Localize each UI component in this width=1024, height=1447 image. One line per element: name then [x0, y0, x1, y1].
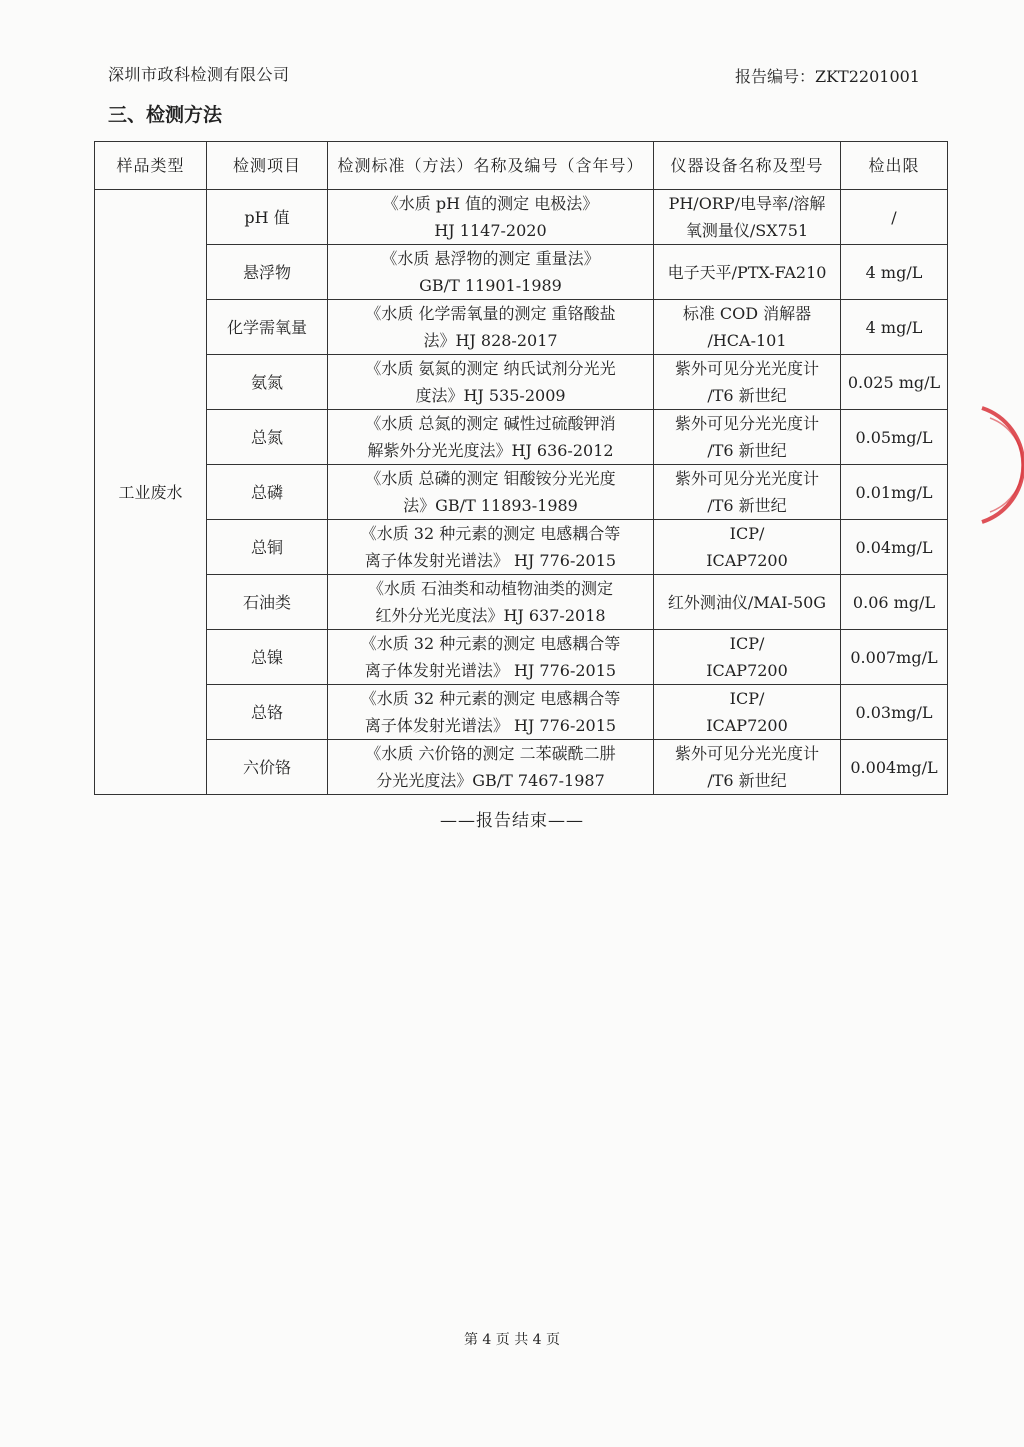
column-header: 检测项目	[207, 142, 328, 190]
standard-cell	[328, 190, 654, 245]
table-row	[95, 630, 948, 685]
detection-limit-cell: 0.06 mg/L	[841, 575, 948, 630]
standard-cell	[328, 520, 654, 575]
instrument-cell	[654, 245, 841, 300]
standard-cell-line: 《水质 32 种元素的测定 电感耦合等	[360, 524, 621, 543]
standard-cell-line: 红外分光光度法》HJ 637-2018	[375, 606, 606, 625]
instrument-cell	[654, 575, 841, 630]
standard-cell-line: 解紫外分光光度法》HJ 636-2012	[367, 441, 614, 460]
instrument-cell-line: /T6 新世纪	[707, 496, 787, 515]
instrument-cell	[654, 630, 841, 685]
standard-cell-line: 《水质 总氮的测定 碱性过硫酸钾消	[365, 414, 616, 433]
instrument-cell-line: 红外测油仪/MAI-50G	[667, 592, 827, 612]
instrument-cell	[654, 410, 841, 465]
test-item-cell: 总磷	[207, 465, 328, 520]
standard-cell	[328, 630, 654, 685]
sample-type-cell: 工业废水	[95, 190, 207, 795]
table-row	[95, 245, 948, 300]
detection-limit-cell: 0.025 mg/L	[841, 355, 948, 410]
instrument-cell-line: ICAP7200	[706, 661, 788, 680]
detection-limit-cell: 0.01mg/L	[841, 465, 948, 520]
column-header: 检测标准（方法）名称及编号（含年号）	[328, 142, 654, 190]
instrument-cell-line: ICP/	[729, 524, 765, 543]
instrument-cell-line: /T6 新世纪	[707, 441, 787, 460]
instrument-cell	[654, 355, 841, 410]
test-item-cell: 总氮	[207, 410, 328, 465]
column-header: 仪器设备名称及型号	[654, 142, 841, 190]
detection-limit-cell: 4 mg/L	[841, 245, 948, 300]
instrument-cell-line: 紫外可见分光光度计	[674, 744, 819, 763]
instrument-cell-line: PH/ORP/电导率/溶解	[668, 194, 826, 213]
instrument-cell	[654, 740, 841, 795]
standard-cell	[328, 575, 654, 630]
instrument-cell	[654, 300, 841, 355]
table-header-row	[95, 142, 948, 190]
standard-cell-line: 《水质 石油类和动植物油类的测定	[367, 579, 614, 598]
test-item-cell: pH 值	[207, 190, 328, 245]
table-row	[95, 520, 948, 575]
standard-cell-line: 离子体发射光谱法》 HJ 776-2015	[364, 661, 617, 680]
standard-cell-line: 离子体发射光谱法》 HJ 776-2015	[364, 551, 617, 570]
test-item-cell: 总铜	[207, 520, 328, 575]
standard-cell-line: 法》GB/T 11893-1989	[403, 496, 578, 515]
detection-limit-cell: 4 mg/L	[841, 300, 948, 355]
test-item-cell: 化学需氧量	[207, 300, 328, 355]
standard-cell	[328, 300, 654, 355]
table-row	[95, 410, 948, 465]
standard-cell	[328, 685, 654, 740]
page-footer: 第 4 页 共 4 页	[463, 1332, 561, 1348]
instrument-cell-line: 氧测量仪/SX751	[685, 221, 809, 240]
standard-cell-line: HJ 1147-2020	[434, 221, 547, 240]
detection-limit-cell: 0.05mg/L	[841, 410, 948, 465]
detection-limit-cell: 0.04mg/L	[841, 520, 948, 575]
methods-table	[94, 141, 948, 795]
test-item-cell: 总镍	[207, 630, 328, 685]
standard-cell-line: 《水质 32 种元素的测定 电感耦合等	[360, 634, 621, 653]
column-header: 样品类型	[95, 142, 207, 190]
instrument-cell-line: /T6 新世纪	[707, 771, 787, 790]
instrument-cell	[654, 520, 841, 575]
test-item-cell: 悬浮物	[207, 245, 328, 300]
detection-limit-cell: /	[841, 190, 948, 245]
instrument-cell-line: ICAP7200	[706, 716, 788, 735]
standard-cell-line: 《水质 悬浮物的测定 重量法》	[381, 249, 600, 268]
standard-cell	[328, 410, 654, 465]
instrument-cell-line: /HCA-101	[707, 331, 787, 350]
standard-cell-line: 《水质 32 种元素的测定 电感耦合等	[360, 689, 621, 708]
table-row	[95, 685, 948, 740]
detection-limit-cell: 0.004mg/L	[841, 740, 948, 795]
detection-limit-cell: 0.007mg/L	[841, 630, 948, 685]
standard-cell-line: 《水质 总磷的测定 钼酸铵分光光度	[365, 469, 616, 488]
instrument-cell-line: 标准 COD 消解器	[682, 304, 812, 323]
instrument-cell-line: 紫外可见分光光度计	[674, 469, 819, 488]
instrument-cell	[654, 465, 841, 520]
standard-cell-line: 度法》HJ 535-2009	[415, 386, 566, 405]
standard-cell-line: GB/T 11901-1989	[419, 276, 562, 295]
standard-cell-line: 《水质 化学需氧量的测定 重铬酸盐	[365, 304, 616, 323]
instrument-cell	[654, 685, 841, 740]
report-number: 报告编号：ZKT2201001	[734, 67, 920, 86]
test-item-cell: 六价铬	[207, 740, 328, 795]
column-header: 检出限	[841, 142, 948, 190]
standard-cell	[328, 245, 654, 300]
instrument-cell-line: /T6 新世纪	[707, 386, 787, 405]
table-row	[95, 465, 948, 520]
standard-cell-line: 离子体发射光谱法》 HJ 776-2015	[364, 716, 617, 735]
test-item-cell: 氨氮	[207, 355, 328, 410]
standard-cell-line: 法》HJ 828-2017	[423, 331, 558, 350]
instrument-cell-line: ICP/	[729, 634, 765, 653]
standard-cell-line: 《水质 六价铬的测定 二苯碳酰二肼	[365, 744, 616, 763]
table-row	[95, 740, 948, 795]
standard-cell	[328, 355, 654, 410]
standard-cell	[328, 740, 654, 795]
standard-cell-line: 《水质 pH 值的测定 电极法》	[382, 194, 599, 213]
instrument-cell	[654, 190, 841, 245]
section-title: 三、检测方法	[108, 104, 223, 126]
test-item-cell: 总铬	[207, 685, 328, 740]
standard-cell-line: 《水质 氨氮的测定 纳氏试剂分光光	[365, 359, 616, 378]
company-name: 深圳市政科检测有限公司	[108, 65, 290, 84]
detection-limit-cell: 0.03mg/L	[841, 685, 948, 740]
instrument-cell-line: 紫外可见分光光度计	[674, 359, 819, 378]
table-row	[95, 355, 948, 410]
instrument-cell-line: ICP/	[729, 689, 765, 708]
test-item-cell: 石油类	[207, 575, 328, 630]
instrument-cell-line: ICAP7200	[706, 551, 788, 570]
table-row	[95, 300, 948, 355]
instrument-cell-line: 紫外可见分光光度计	[674, 414, 819, 433]
seal-stamp-partial	[960, 400, 1024, 530]
standard-cell	[328, 465, 654, 520]
standard-cell-line: 分光光度法》GB/T 7467-1987	[376, 771, 605, 790]
table-row	[95, 190, 948, 245]
instrument-cell-line: 电子天平/PTX-FA210	[667, 262, 827, 282]
table-row	[95, 575, 948, 630]
report-end-marker: ——报告结束——	[440, 811, 584, 831]
